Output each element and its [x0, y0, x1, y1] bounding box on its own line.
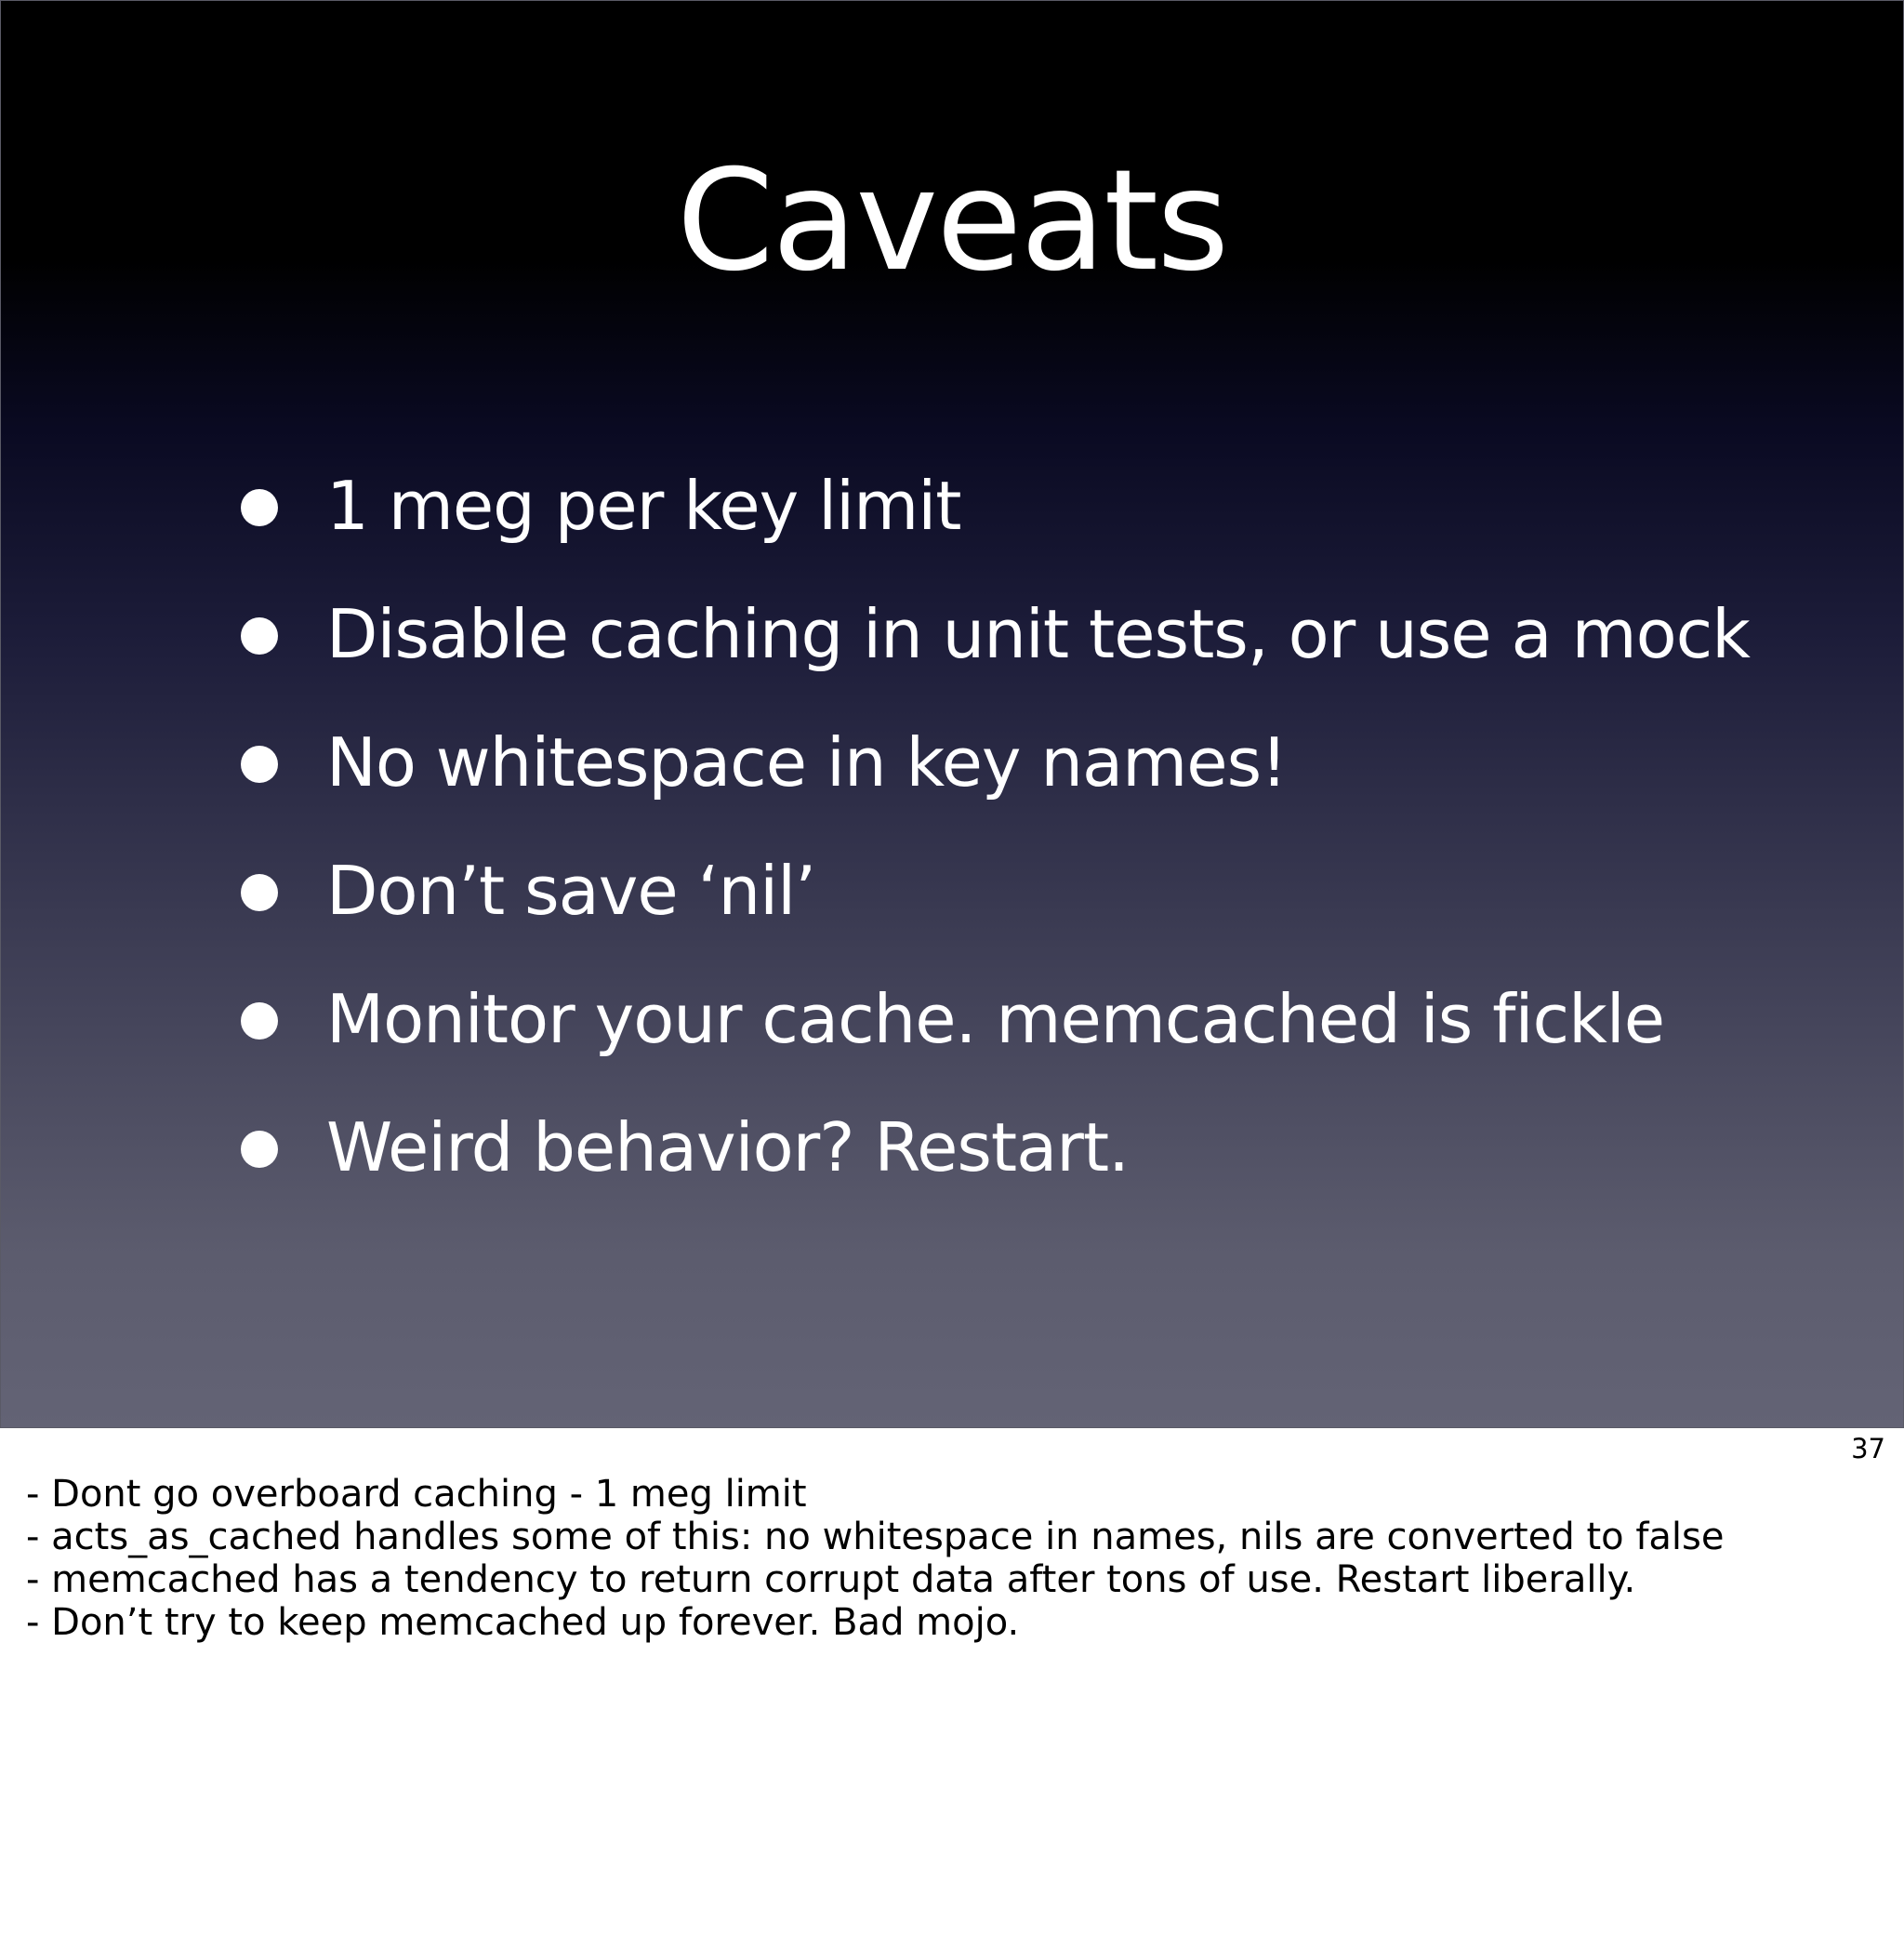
note-line: - acts_as_cached handles some of this: no whitespace in names, nils are converted to false — [26, 1516, 1725, 1558]
slide-title: Caveats — [676, 140, 1228, 302]
note-line: - Don’t try to keep memcached up forever. Bad mojo. — [26, 1601, 1020, 1644]
bullet-dot-icon — [241, 489, 278, 526]
bullet-text: Don’t save ‘nil’ — [326, 852, 815, 930]
bullet-dot-icon — [241, 617, 278, 655]
bullet-text: Weird behavior? Restart. — [326, 1108, 1129, 1186]
bullet-dot-icon — [241, 874, 278, 911]
page-number: 37 — [1851, 1433, 1885, 1464]
bullet-text: Monitor your cache. memcached is fickle — [326, 980, 1665, 1058]
bullet-dot-icon — [241, 1131, 278, 1168]
note-line: - Dont go overboard caching - 1 meg limit — [26, 1473, 807, 1516]
note-line: - memcached has a tendency to return corrupt data after tons of use. Restart liberally. — [26, 1558, 1636, 1601]
bullet-text: 1 meg per key limit — [326, 467, 961, 545]
bullet-text: Disable caching in unit tests, or use a mock — [326, 595, 1750, 673]
bullet-dot-icon — [241, 746, 278, 783]
bullet-dot-icon — [241, 1002, 278, 1040]
speaker-notes — [26, 1473, 1724, 1644]
bullet-text: No whitespace in key names! — [326, 723, 1287, 801]
